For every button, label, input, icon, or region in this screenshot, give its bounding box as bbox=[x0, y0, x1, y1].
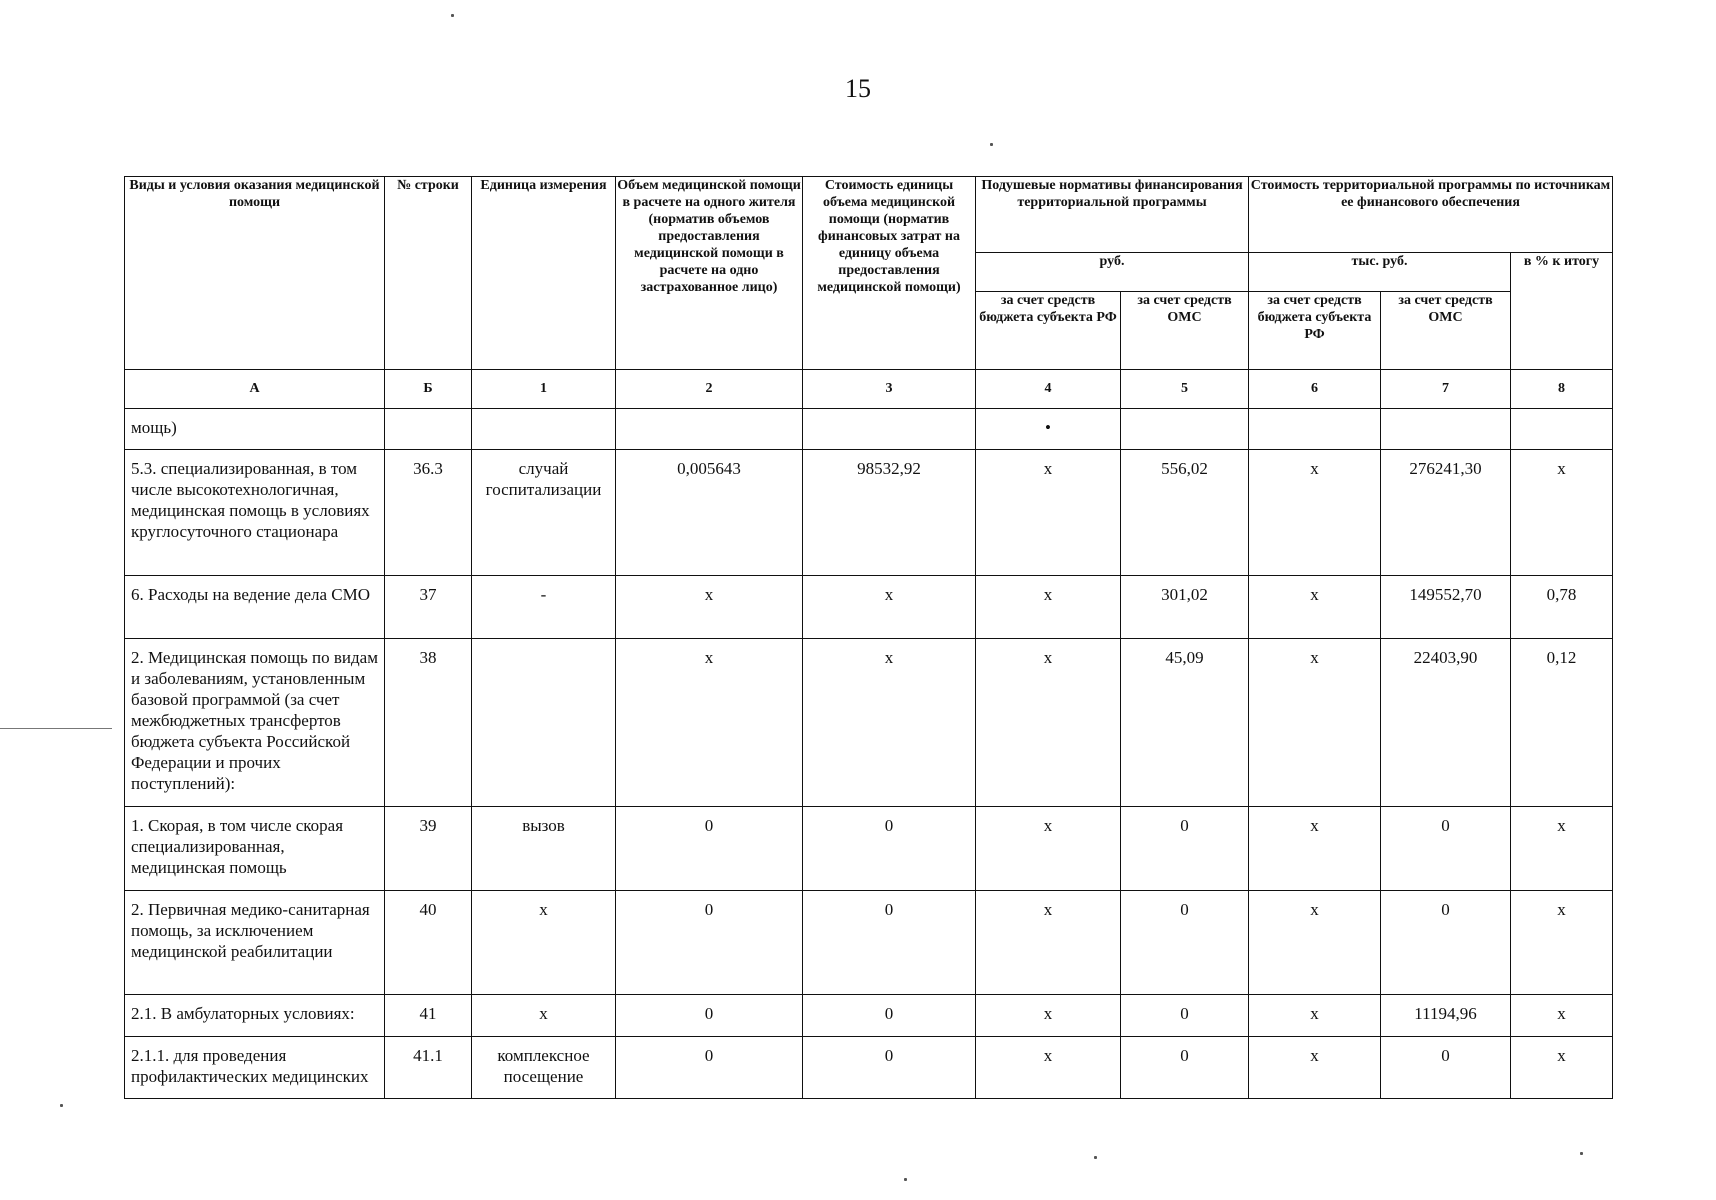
cell-volume: 0 bbox=[616, 1037, 803, 1099]
cell-per-capita-oms: 0 bbox=[1121, 1037, 1249, 1099]
table-row bbox=[125, 891, 1613, 995]
cell-per-capita-budget: х bbox=[976, 576, 1121, 639]
header-kind: Виды и условия оказания медицинской помощи bbox=[125, 177, 385, 370]
row-name: мощь) bbox=[125, 409, 385, 450]
row-unit: х bbox=[472, 995, 616, 1037]
cell-program-budget: х bbox=[1249, 995, 1381, 1037]
scan-dot bbox=[1580, 1152, 1583, 1155]
cell-cost-unit: 0 bbox=[803, 1037, 976, 1099]
cell-volume bbox=[616, 409, 803, 450]
cell-program-oms: 22403,90 bbox=[1381, 639, 1511, 807]
column-number: 8 bbox=[1511, 370, 1613, 409]
header-volume: Объем медицинской помощи в расчете на одного жителя (норматив объемов предоставления медицинской помощи в расчете на одно застрахованное лицо) bbox=[616, 177, 803, 370]
cell-per-capita-budget: х bbox=[976, 639, 1121, 807]
row-name: 2. Первичная медико-санитарная помощь, за исключением медицинской реабилитации bbox=[125, 891, 385, 995]
cell-per-capita-oms bbox=[1121, 409, 1249, 450]
column-number: 5 bbox=[1121, 370, 1249, 409]
column-number: 4 bbox=[976, 370, 1121, 409]
row-unit: случай госпитализации bbox=[472, 450, 616, 576]
cell-program-budget: х bbox=[1249, 1037, 1381, 1099]
column-number: А bbox=[125, 370, 385, 409]
column-number: 1 bbox=[472, 370, 616, 409]
cell-volume: 0 bbox=[616, 891, 803, 995]
header-row-no: № строки bbox=[385, 177, 472, 370]
cell-program-oms bbox=[1381, 409, 1511, 450]
cell-volume: 0,005643 bbox=[616, 450, 803, 576]
cell-program-oms: 0 bbox=[1381, 807, 1511, 891]
cell-program-budget: х bbox=[1249, 639, 1381, 807]
cell-percent: х bbox=[1511, 450, 1613, 576]
scan-line bbox=[0, 728, 112, 729]
cell-per-capita-oms: 45,09 bbox=[1121, 639, 1249, 807]
row-number: 39 bbox=[385, 807, 472, 891]
header-rub: руб. bbox=[976, 253, 1249, 292]
cell-cost-unit: 0 bbox=[803, 995, 976, 1037]
cell-per-capita-budget: х bbox=[976, 891, 1121, 995]
scan-dot bbox=[60, 1104, 63, 1107]
cell-per-capita-oms: 0 bbox=[1121, 891, 1249, 995]
cell-per-capita-oms: 556,02 bbox=[1121, 450, 1249, 576]
header-percent: в % к итогу bbox=[1511, 253, 1613, 370]
header-oms: за счет средств ОМС bbox=[1381, 292, 1511, 370]
cell-per-capita-budget: х bbox=[976, 807, 1121, 891]
column-number: 6 bbox=[1249, 370, 1381, 409]
table-body bbox=[125, 409, 1613, 1099]
column-number: Б bbox=[385, 370, 472, 409]
row-number: 40 bbox=[385, 891, 472, 995]
cell-program-oms: 276241,30 bbox=[1381, 450, 1511, 576]
cell-program-oms: 0 bbox=[1381, 1037, 1511, 1099]
row-unit: х bbox=[472, 891, 616, 995]
financing-table bbox=[124, 176, 1613, 1099]
cell-per-capita-budget: х bbox=[976, 450, 1121, 576]
cell-program-oms: 149552,70 bbox=[1381, 576, 1511, 639]
cell-per-capita-oms: 0 bbox=[1121, 995, 1249, 1037]
row-unit: - bbox=[472, 576, 616, 639]
header-oms: за счет средств ОМС bbox=[1121, 292, 1249, 370]
row-name: 2.1.1. для проведения профилактических медицинских bbox=[125, 1037, 385, 1099]
column-number-row bbox=[125, 370, 1613, 409]
scan-dot bbox=[451, 14, 454, 17]
cell-percent: х bbox=[1511, 995, 1613, 1037]
row-unit: комплексное посещение bbox=[472, 1037, 616, 1099]
row-number bbox=[385, 409, 472, 450]
cell-percent: х bbox=[1511, 1037, 1613, 1099]
header-unit: Единица измерения bbox=[472, 177, 616, 370]
header-program-cost: Стоимость территориальной программы по источникам ее финансового обеспечения bbox=[1249, 177, 1613, 253]
cell-per-capita-oms: 0 bbox=[1121, 807, 1249, 891]
row-name: 2.1. В амбулаторных условиях: bbox=[125, 995, 385, 1037]
cell-percent: 0,12 bbox=[1511, 639, 1613, 807]
row-unit bbox=[472, 409, 616, 450]
cell-program-oms: 0 bbox=[1381, 891, 1511, 995]
row-name: 6. Расходы на ведение дела СМО bbox=[125, 576, 385, 639]
table-row bbox=[125, 639, 1613, 807]
row-unit bbox=[472, 639, 616, 807]
table-row bbox=[125, 807, 1613, 891]
row-unit: вызов bbox=[472, 807, 616, 891]
table-row bbox=[125, 576, 1613, 639]
header-budget-subject: за счет средств бюджета субъекта РФ bbox=[1249, 292, 1381, 370]
table-row bbox=[125, 995, 1613, 1037]
cell-program-budget: х bbox=[1249, 576, 1381, 639]
cell-cost-unit bbox=[803, 409, 976, 450]
scan-dot bbox=[1094, 1156, 1097, 1159]
cell-per-capita-budget: х bbox=[976, 995, 1121, 1037]
cell-cost-unit: х bbox=[803, 576, 976, 639]
cell-volume: 0 bbox=[616, 995, 803, 1037]
table-row bbox=[125, 450, 1613, 576]
row-number: 37 bbox=[385, 576, 472, 639]
row-number: 38 bbox=[385, 639, 472, 807]
table-header bbox=[125, 177, 1613, 409]
cell-volume: х bbox=[616, 639, 803, 807]
cell-percent: х bbox=[1511, 891, 1613, 995]
cell-cost-unit: 0 bbox=[803, 891, 976, 995]
cell-volume: 0 bbox=[616, 807, 803, 891]
cell-cost-unit: х bbox=[803, 639, 976, 807]
cell-program-budget: х bbox=[1249, 807, 1381, 891]
header-budget-subject: за счет средств бюджета субъекта РФ bbox=[976, 292, 1121, 370]
cell-percent bbox=[1511, 409, 1613, 450]
table-row bbox=[125, 1037, 1613, 1099]
cell-program-oms: 11194,96 bbox=[1381, 995, 1511, 1037]
scan-dot bbox=[990, 143, 993, 146]
row-number: 41 bbox=[385, 995, 472, 1037]
row-name: 2. Медицинская помощь по видам и заболеваниям, установленным базовой программой (за счет межбюджетных трансфертов бюджета субъекта Российской Федерации и прочих поступлений): bbox=[125, 639, 385, 807]
cell-program-budget: х bbox=[1249, 450, 1381, 576]
page-number: 15 bbox=[845, 74, 871, 103]
column-number: 7 bbox=[1381, 370, 1511, 409]
row-number: 36.3 bbox=[385, 450, 472, 576]
cell-cost-unit: 98532,92 bbox=[803, 450, 976, 576]
header-cost-unit: Стоимость единицы объема медицинской помощи (норматив финансовых затрат на единицу объема предоставления медицинской помощи) bbox=[803, 177, 976, 370]
row-name: 5.3. специализированная, в том числе высокотехнологичная, медицинская помощь в условиях круглосуточного стационара bbox=[125, 450, 385, 576]
cell-cost-unit: 0 bbox=[803, 807, 976, 891]
cell-percent: 0,78 bbox=[1511, 576, 1613, 639]
cell-percent: х bbox=[1511, 807, 1613, 891]
header-thous-rub: тыс. руб. bbox=[1249, 253, 1511, 292]
column-number: 3 bbox=[803, 370, 976, 409]
column-number: 2 bbox=[616, 370, 803, 409]
cell-volume: х bbox=[616, 576, 803, 639]
cell-per-capita-budget: • bbox=[976, 409, 1121, 450]
table-row bbox=[125, 409, 1613, 450]
cell-per-capita-budget: х bbox=[976, 1037, 1121, 1099]
row-name: 1. Скорая, в том числе скорая специализированная, медицинская помощь bbox=[125, 807, 385, 891]
header-per-capita: Подушевые нормативы финансирования территориальной программы bbox=[976, 177, 1249, 253]
scan-dot bbox=[904, 1178, 907, 1181]
cell-per-capita-oms: 301,02 bbox=[1121, 576, 1249, 639]
cell-program-budget bbox=[1249, 409, 1381, 450]
cell-program-budget: х bbox=[1249, 891, 1381, 995]
row-number: 41.1 bbox=[385, 1037, 472, 1099]
